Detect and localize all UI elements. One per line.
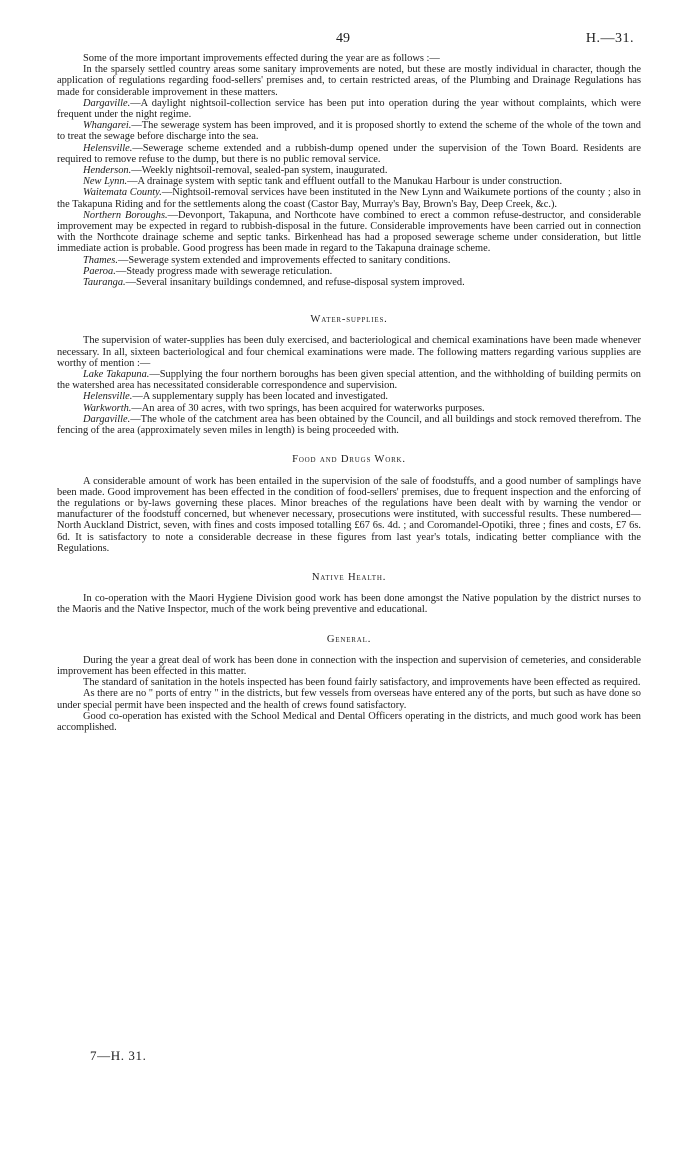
place-name: Paeroa. xyxy=(83,265,116,277)
place-text: —A daylight nightsoil-collection service has been put into operation during the year without complaints, which were frequent under the night regime. xyxy=(57,97,641,121)
place-name: Waitemata County. xyxy=(83,187,162,199)
water-item-name: Lake Takapuna. xyxy=(83,369,150,381)
food-drugs-heading: Food and Drugs Work. xyxy=(292,454,406,466)
water-intro-paragraph: The supervision of water-supplies has been duly exercised, and bacteriological and chemical examinations have been made whenever necessary. In all, sixteen bacteriological and four chemical examinations were made. The following matters regarding various supplies are worthy of mention :— xyxy=(57,335,641,369)
general-paragraph: Good co-operation has existed with the School Medical and Dental Officers operating in the districts, and much good work has been accomplished. xyxy=(57,710,641,733)
sanitary-paragraph: In the sparsely settled country areas some sanitary improvements are noted, but these are mostly individual in character, though the application of regulations regarding food-sellers' premises and, to certain restricted areas, of the Plumbing and Drainage Regulations has made for considerable improvement in these matters. xyxy=(57,64,641,98)
place-name: New Lynn. xyxy=(83,176,128,188)
water-item-text: —A supplementary supply has been located and investigated. xyxy=(132,391,389,403)
place-text: —Several insanitary buildings condemned, and refuse-disposal system improved. xyxy=(125,277,465,289)
document-body xyxy=(57,53,641,733)
general-paragraph: The standard of sanitation in the hotels inspected has been found fairly satisfactory, and improvements have been effected as required. xyxy=(83,677,641,689)
place-paragraph xyxy=(57,165,641,176)
place-name: Whangarei. xyxy=(83,120,132,132)
water-item-text: —Supplying the four northern boroughs has been given special attention, and the withholding of building permits on the watershed area has necessitated considerable correspondence and supervision. xyxy=(57,369,641,392)
water-item-name: Warkworth. xyxy=(83,402,132,414)
place-text: —Sewerage system extended and improvements effected to sanitary conditions. xyxy=(117,254,451,266)
water-item-paragraph xyxy=(57,414,641,436)
water-item-paragraph xyxy=(57,369,641,391)
place-paragraph xyxy=(57,255,641,266)
water-item-text: —An area of 30 acres, with two springs, has been acquired for waterworks purposes. xyxy=(131,402,485,414)
page-number: 49 xyxy=(336,31,350,46)
place-name: Tauranga. xyxy=(83,277,126,289)
place-text: —Weekly nightsoil-removal, sealed-pan system, inaugurated. xyxy=(131,165,388,177)
water-item-paragraph xyxy=(57,391,641,402)
general-heading: General. xyxy=(326,633,372,645)
place-name: Helensville. xyxy=(83,142,133,154)
place-paragraph xyxy=(57,187,641,209)
place-paragraph xyxy=(57,210,641,255)
general-paragraph: During the year a great deal of work has been done in connection with the inspection and supervision of cemeteries, and considerable improvement has been effected in this matter. xyxy=(57,654,641,677)
place-paragraph xyxy=(57,176,641,187)
native-health-paragraph: In co-operation with the Maori Hygiene Division good work has been done amongst the Native population by the district nurses to the Maoris and the Native Inspector, much of the work being preventive and educational. xyxy=(57,593,641,616)
water-item-name: Dargaville. xyxy=(83,413,131,425)
place-text: —Sewerage scheme extended and a rubbish-dump opened under the supervision of the Town Board. Residents are required to remove refuse to the dump, but there is no public removal service. xyxy=(57,142,641,165)
native-health-heading: Native Health. xyxy=(311,571,387,583)
water-item-paragraph xyxy=(57,403,641,414)
place-text: —Steady progress made with sewerage reticulation. xyxy=(115,265,333,277)
water-item-name: Helensville. xyxy=(83,391,133,403)
place-text: —Nightsoil-removal services have been instituted in the New Lynn and Waikumete portions of the county ; also in the Takapuna Riding and for the settlements along the coast (Castor Bay, Murray's Bay, Brown's Bay, Deep Creek, &c.). xyxy=(57,187,641,210)
place-text: —Devonport, Takapuna, and Northcote have combined to erect a common refuse-destructor, and considerable improvement may be expected in regard to rubbish-disposal in the future. Considerable improvements have been carried out in connection with the Northcote drainage scheme and septic tanks. Birkenhead has had a proposed sewerage scheme under consideration, but little immediate action is probable. Good progress has been made in regard to the Takapuna drainage scheme. xyxy=(57,209,641,255)
place-text: —A drainage system with septic tank and effluent outfall to the Manukau Harbour is under construction. xyxy=(127,176,563,188)
place-name: Thames. xyxy=(83,254,118,266)
place-paragraph xyxy=(57,143,641,165)
place-name: Henderson. xyxy=(83,165,132,177)
place-name: Northern Boroughs. xyxy=(83,209,168,221)
general-paragraph: As there are no " ports of entry " in the districts, but few vessels from overseas have entered any of the ports, but such as have done so under special permit have been inspected and the health of crews found satisfactory. xyxy=(57,688,641,711)
water-supplies-heading: Water-supplies. xyxy=(310,314,388,326)
place-paragraph xyxy=(57,98,641,120)
place-paragraph xyxy=(57,277,641,288)
page-footer-reference: 7—H. 31. xyxy=(90,1048,147,1063)
document-reference: H.—31. xyxy=(585,31,634,46)
food-drugs-paragraph: A considerable amount of work has been entailed in the supervision of the sale of foodstuffs, and a good number of samplings have been made. Good improvement has been effected in the condition of food-sellers' premises, due to frequent inspection and the enforcing of the regulations or by-laws governing these places. Minor breaches of the regulations have been dealt with by warning the vendor or manufacturer of the foodstuff concerned, but whenever necessary, prosecutions were instituted, with successful results. These numbered—North Auckland District, seven, with fines and costs imposed totalling £67 6s. 4d. ; and Coromandel-Opotiki, three ; fines and costs, £7 6s. 6d. It is satisfactory to note a considerable decrease in these figures from last year's totals, indicating better compliance with the Regulations. xyxy=(57,475,641,554)
place-text: —The sewerage system has been improved, and it is proposed shortly to extend the scheme of the whole of the town and to treat the sewage before discharge into the sea. xyxy=(57,120,641,143)
water-item-text: —The whole of the catchment area has been obtained by the Council, and all buildings and stock removed therefrom. The fencing of the area (approximately seven miles in length) is being proceeded with. xyxy=(57,413,641,437)
place-paragraph xyxy=(57,120,641,142)
page-header xyxy=(0,31,700,49)
place-paragraph xyxy=(57,266,641,277)
place-name: Dargaville. xyxy=(83,97,131,109)
intro-paragraph: Some of the more important improvements effected during the year are as follows :— xyxy=(83,53,440,64)
